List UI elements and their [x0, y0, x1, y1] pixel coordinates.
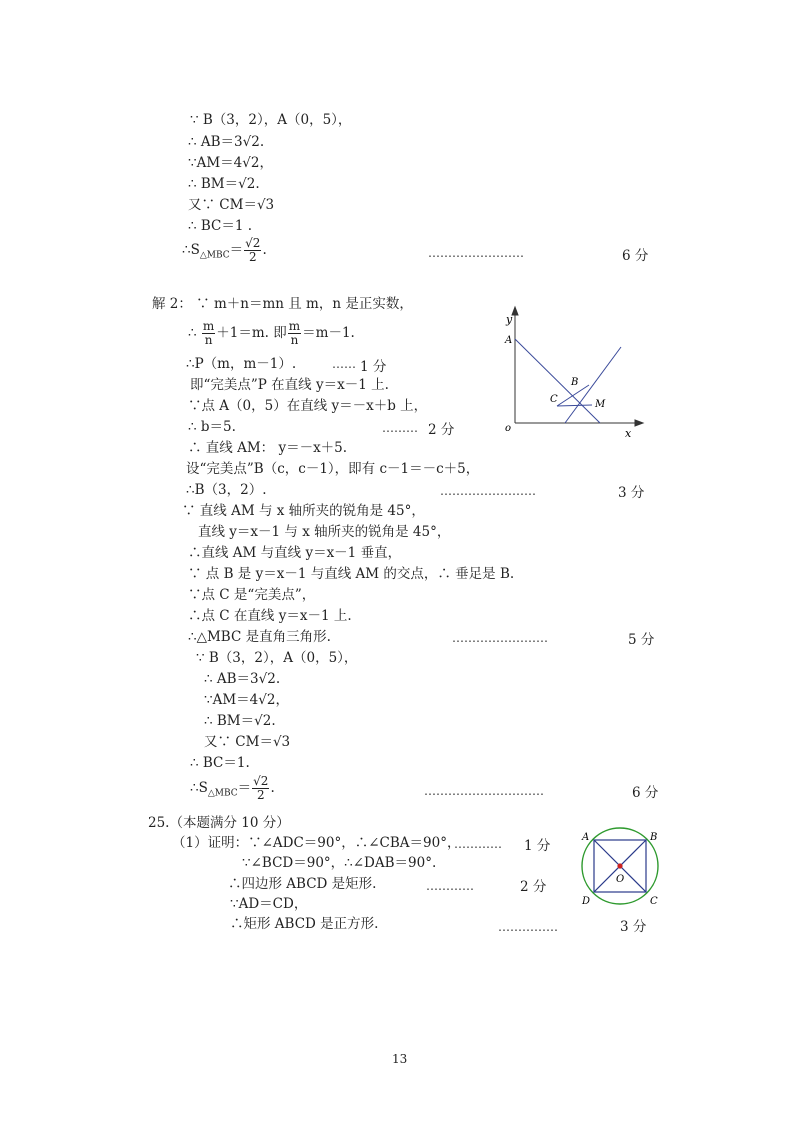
q25-line-1: （1）证明：∵∠ADC＝90°，∴∠CBA＝90°，	[172, 835, 461, 851]
s2-line-5: ∵点 A（0，5）在直线 y＝－x＋b 上，	[188, 398, 428, 414]
vertex-a-label: A	[582, 832, 590, 843]
s2-line-17: ∵ B（3，2），A（0，5），	[196, 650, 358, 666]
s2-line-3: ∴P（m，m－1）.	[186, 356, 297, 372]
s2-line-22: ∴ BC＝1.	[190, 755, 250, 771]
s2-line-6-dots: ………	[382, 421, 418, 435]
q25-line-3-score: 2 分	[520, 879, 547, 895]
s2-line-19: ∵AM＝4√2，	[204, 692, 289, 708]
s2-line-8: 设“完美点”B（c，c－1），即有 c－1＝－c＋5，	[186, 461, 480, 477]
p1-area-formula: $\therefore S_{\triangle MBC}=$ $\frac{√2}{2}$ .	[182, 236, 267, 264]
x-axis-arrow	[635, 420, 643, 426]
q25-line-1-dots: …………	[454, 837, 502, 851]
s2-line-23-score: 6 分	[632, 785, 659, 801]
s2-area-formula: $\therefore S_{\triangle MBC}=$ $\frac{√2}{2}$ .	[190, 774, 275, 802]
s2-line-10: ∵ 直线 AM 与 x 轴所夹的锐角是 45°，	[182, 503, 425, 519]
p1-line-3: ∵AM＝4√2，	[188, 155, 273, 171]
s2-line-7: ∴ 直线 AM： y＝－x＋5.	[188, 440, 348, 456]
point-c-label: C	[550, 394, 558, 405]
p1-line-6: ∴ BC＝1 .	[188, 218, 253, 234]
q25-line-3: ∴四边形 ABCD 是矩形.	[228, 876, 377, 892]
x-label: x	[625, 427, 632, 440]
s2-line-9-dots: ……………………	[440, 484, 536, 498]
line-am	[515, 339, 600, 423]
square-circle-diagram	[570, 822, 670, 914]
s2-line-15: ∴点 C 在直线 y＝x－1 上.	[188, 608, 352, 624]
s2-line-16: ∴△MBC 是直角三角形.	[188, 629, 331, 645]
s2-line-11: 直线 y＝x－1 与 x 轴所夹的锐角是 45°，	[198, 524, 451, 540]
point-m-label: M	[595, 399, 606, 410]
s2-line-1: 解 2： ∵ m＋n＝mn 且 m，n 是正实数，	[152, 296, 413, 312]
s2-line-16-score: 5 分	[628, 632, 655, 648]
point-b-label: B	[571, 377, 579, 388]
vertex-c-label: C	[650, 896, 658, 907]
s2-line-4: 即“完美点”P 在直线 y＝x－1 上.	[190, 377, 389, 393]
center-o-label: O	[616, 874, 625, 885]
p1-score: 6 分	[622, 248, 649, 264]
s2-line-18: ∴ AB＝3√2.	[204, 671, 281, 687]
vertex-b-label: B	[650, 832, 658, 843]
q25-line-3-dots: …………	[426, 879, 474, 893]
q25-line-4: ∵AD＝CD，	[230, 896, 308, 912]
segment-cm	[557, 405, 592, 406]
s2-line-3-dots: ……	[332, 357, 356, 371]
s2-line-21: 又∵ CM＝√3	[204, 734, 291, 750]
s2-line-3-score: 1 分	[360, 359, 387, 375]
p1-line-5: 又∵ CM＝√3	[188, 197, 275, 213]
point-a-label: A	[505, 335, 513, 346]
y-axis-arrow	[512, 307, 518, 315]
s2-line-6: ∴ b＝5.	[188, 419, 236, 435]
q25-title: 25.（本题满分 10 分）	[148, 815, 290, 831]
p1-line-4: ∴ BM＝√2.	[188, 176, 260, 192]
s2-line-9-score: 3 分	[618, 485, 645, 501]
p1-line-2: ∴ AB＝3√2.	[188, 134, 265, 150]
s2-line-9: ∴B（3，2）.	[186, 482, 267, 498]
segment-cb	[557, 385, 589, 406]
origin-label: o	[505, 423, 512, 434]
p1-dots: ……………………	[428, 246, 524, 260]
s2-line-20: ∴ BM＝√2.	[204, 713, 276, 729]
s2-line-6-score: 2 分	[428, 422, 455, 438]
s2-line-16-dots: ……………………	[452, 631, 548, 645]
p1-line-1: ∵ B（3，2），A（0，5），	[190, 112, 352, 128]
vertex-d-label: D	[582, 896, 591, 907]
s2-line-14: ∵点 C 是“完美点”，	[188, 587, 316, 603]
q25-line-5-dots: ……………	[498, 920, 558, 934]
page-number: 13	[392, 1052, 408, 1066]
q25-line-2: ∵∠BCD＝90°，∴∠DAB＝90°.	[242, 855, 437, 871]
s2-line-13: ∵ 点 B 是 y＝x－1 与直线 AM 的交点，∴ 垂足是 B.	[188, 566, 515, 582]
y-label: y	[506, 313, 513, 326]
s2-line-2: ∴ $\frac{m}{n}$ ＋1＝m. 即 $\frac{m}{n}$ ＝m－1.	[188, 319, 355, 347]
coordinate-diagram	[495, 305, 645, 440]
s2-line-23-dots: …………………………	[424, 784, 544, 798]
q25-line-5-score: 3 分	[620, 919, 647, 935]
q25-line-5: ∴矩形 ABCD 是正方形.	[230, 916, 379, 932]
q25-line-1-score: 1 分	[524, 838, 551, 854]
center-point	[617, 863, 622, 868]
s2-line-12: ∴直线 AM 与直线 y＝x－1 垂直，	[188, 545, 402, 561]
